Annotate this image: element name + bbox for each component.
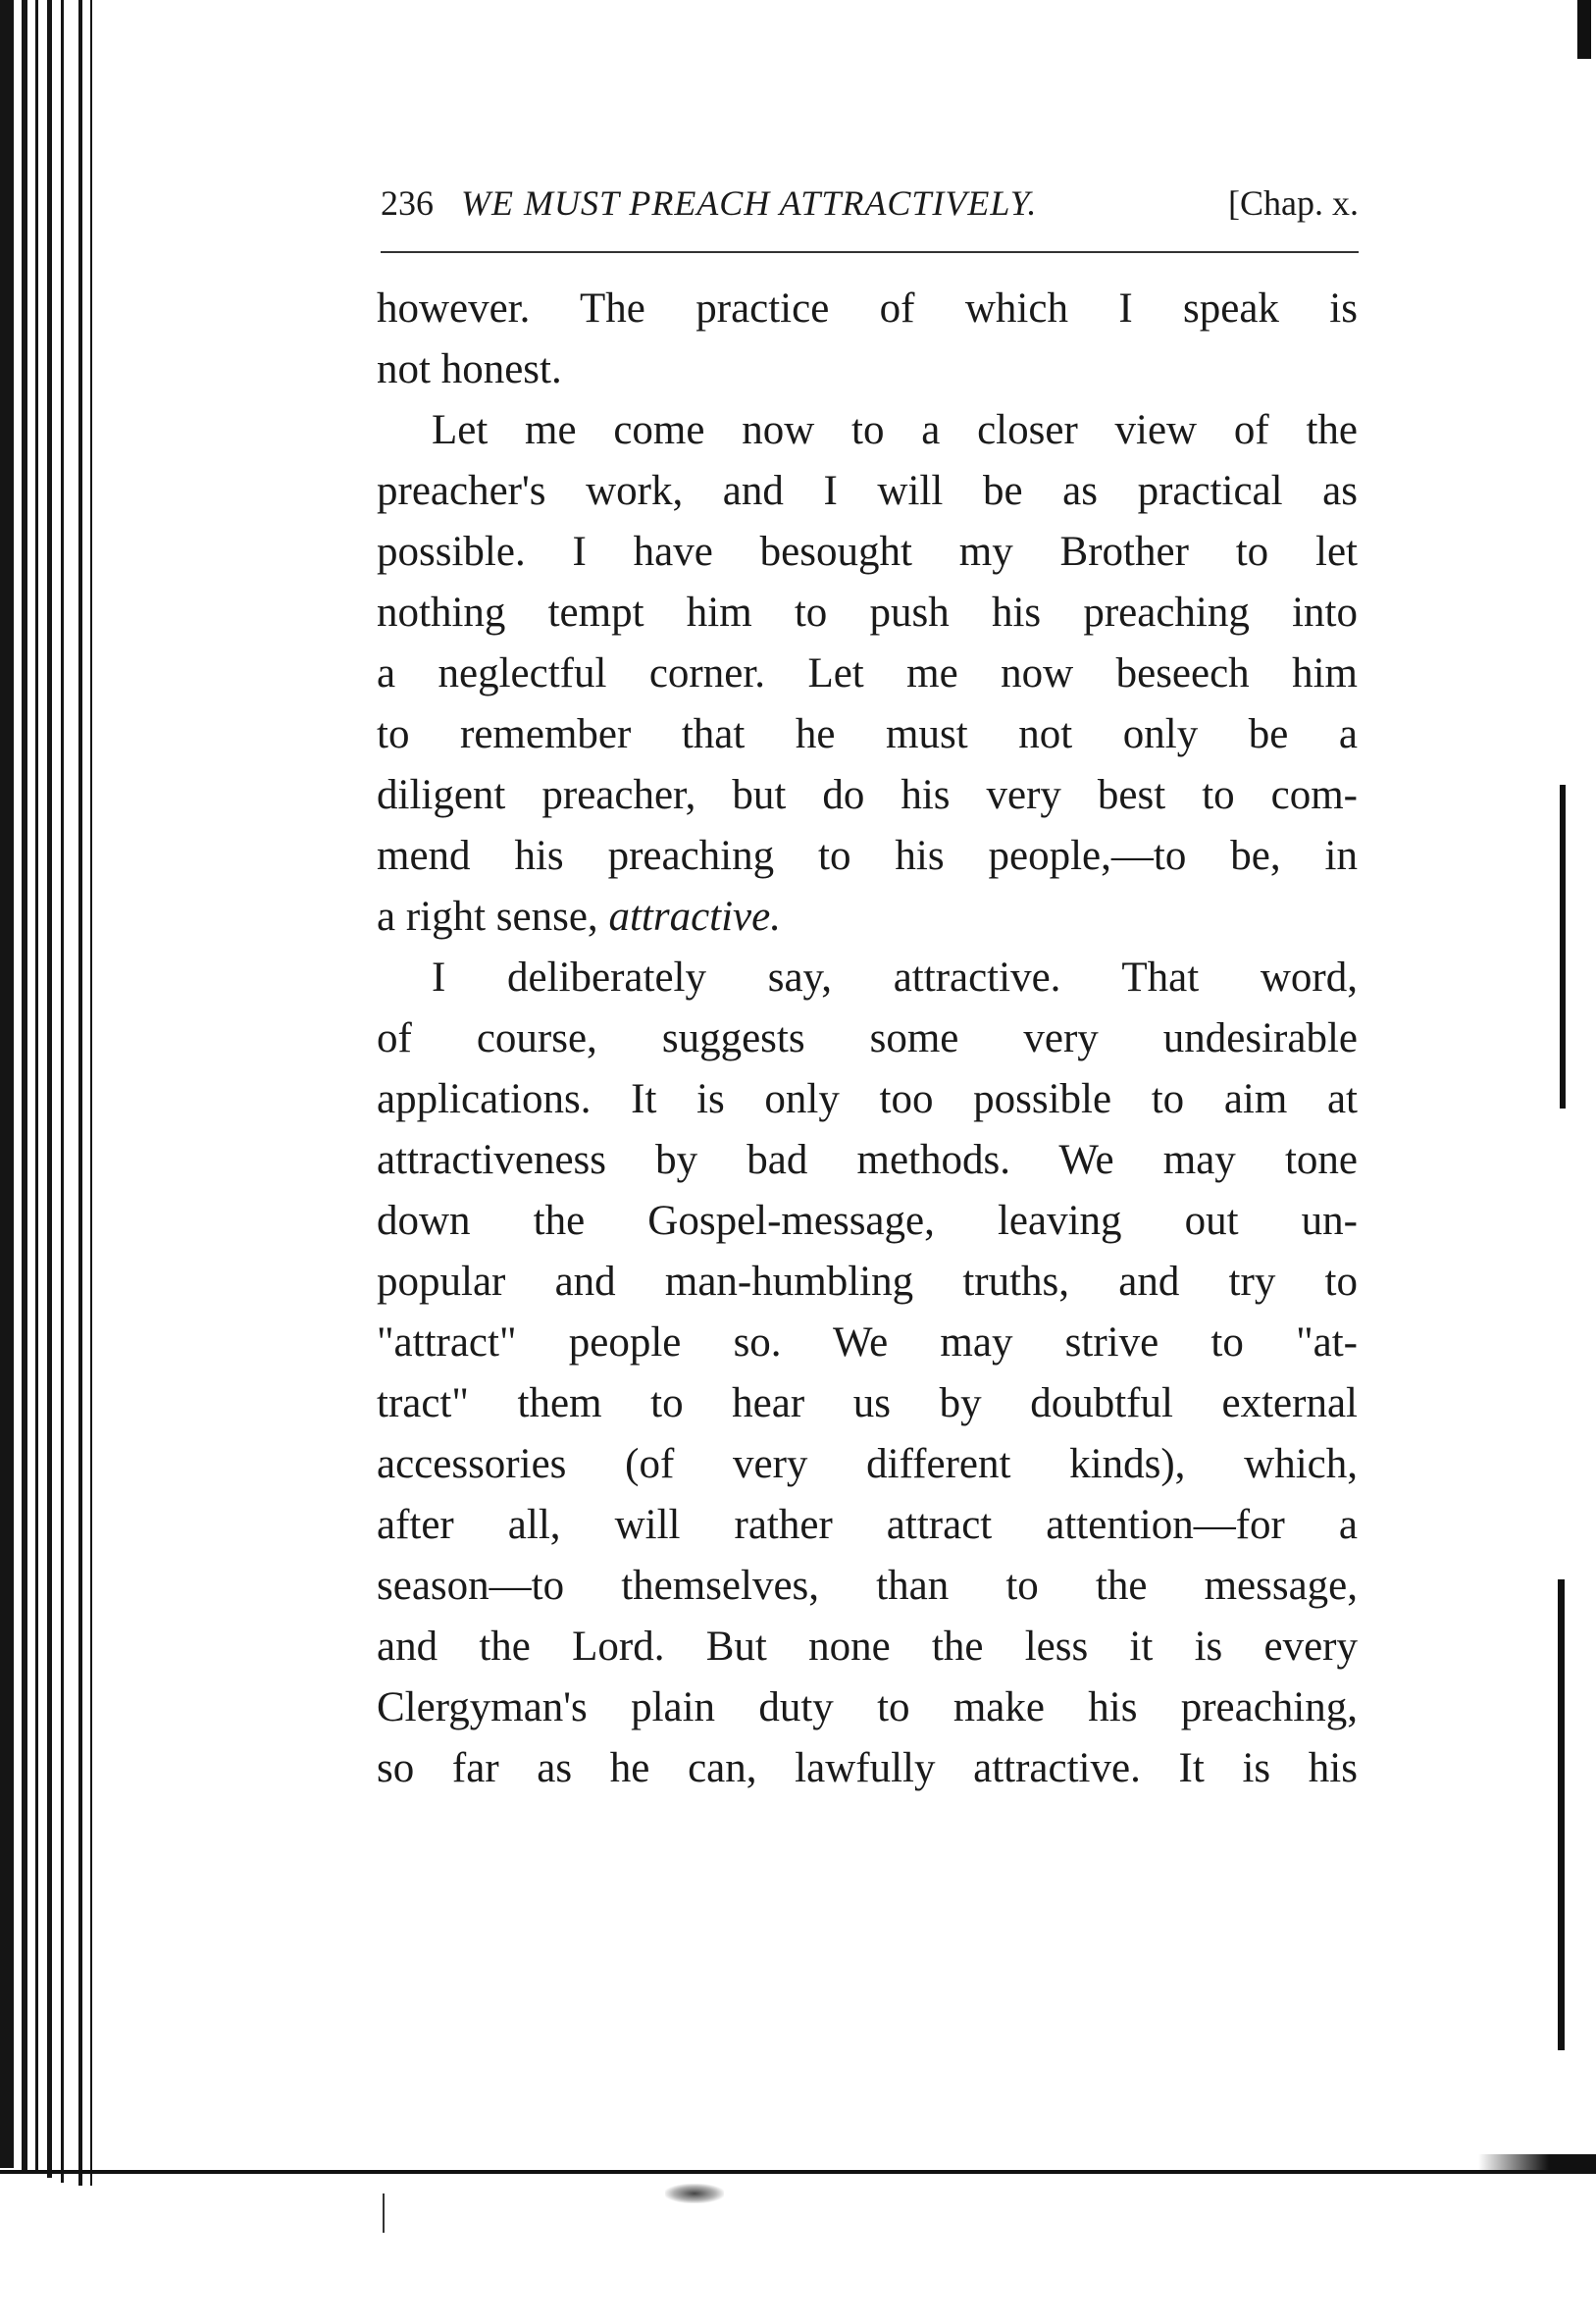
text-line: a neglectful corner. Let me now beseech him: [377, 650, 1358, 697]
text-line: attractiveness by bad methods. We may tone: [377, 1137, 1358, 1183]
header-rule: [381, 251, 1359, 253]
text-line: Clergyman's plain duty to make his preaching,: [377, 1684, 1358, 1730]
corner-mark: [1577, 0, 1591, 59]
text-line: mend his preaching to his people,—to be, in: [377, 833, 1358, 879]
text-line: popular and man-humbling truths, and try to: [377, 1259, 1358, 1305]
paragraph-start-line: I deliberately say, attractive. That word,: [432, 955, 1358, 1001]
text-line: to remember that he must not only be a: [377, 711, 1358, 757]
italic-word: attractive.: [608, 894, 781, 940]
page-bottom-edge: [0, 2168, 1596, 2190]
text-line: accessories (of very different kinds), which,: [377, 1441, 1358, 1487]
text-line: and the Lord. But none the less it is every: [377, 1624, 1358, 1670]
text-line: "attract" people so. We may strive to "at-: [377, 1319, 1358, 1366]
text-line: of course, suggests some very undesirable: [377, 1015, 1358, 1061]
text-line: so far as he can, lawfully attractive. It is his: [377, 1745, 1358, 1791]
running-header: [381, 175, 1359, 230]
edge-tick: [383, 2193, 385, 2233]
binding-gutter: [0, 0, 98, 2188]
text-line: however. The practice of which I speak is: [377, 285, 1358, 332]
text-line-with-italic: [377, 887, 1358, 948]
edge-mark: [1560, 785, 1566, 1109]
text-line: diligent preacher, but do his very best to com-: [377, 772, 1358, 818]
chapter-reference: [Chap. x.: [1228, 183, 1359, 223]
text-line: possible. I have besought my Brother to let: [377, 529, 1358, 575]
ink-smudge: [665, 2184, 724, 2203]
text-line: down the Gospel-message, leaving out un-: [377, 1198, 1358, 1244]
text-line: tract" them to hear us by doubtful external: [377, 1380, 1358, 1426]
text-line: preacher's work, and I will be as practical as: [377, 468, 1358, 514]
running-title: WE MUST PREACH ATTRACTIVELY.: [461, 183, 1038, 223]
text-line: nothing tempt him to push his preaching into: [377, 590, 1358, 636]
page-number: 236: [381, 183, 434, 223]
text-line: season—to themselves, than to the message,: [377, 1563, 1358, 1609]
text-line: not honest.: [377, 346, 562, 392]
line-text: a right sense,: [377, 894, 598, 940]
text-line: applications. It is only too possible to aim at: [377, 1076, 1358, 1122]
edge-mark: [1558, 1579, 1565, 2050]
body-text: [377, 279, 1358, 1799]
paragraph-start-line: Let me come now to a closer view of the: [432, 407, 1358, 453]
text-line: after all, will rather attract attention—for a: [377, 1502, 1358, 1548]
